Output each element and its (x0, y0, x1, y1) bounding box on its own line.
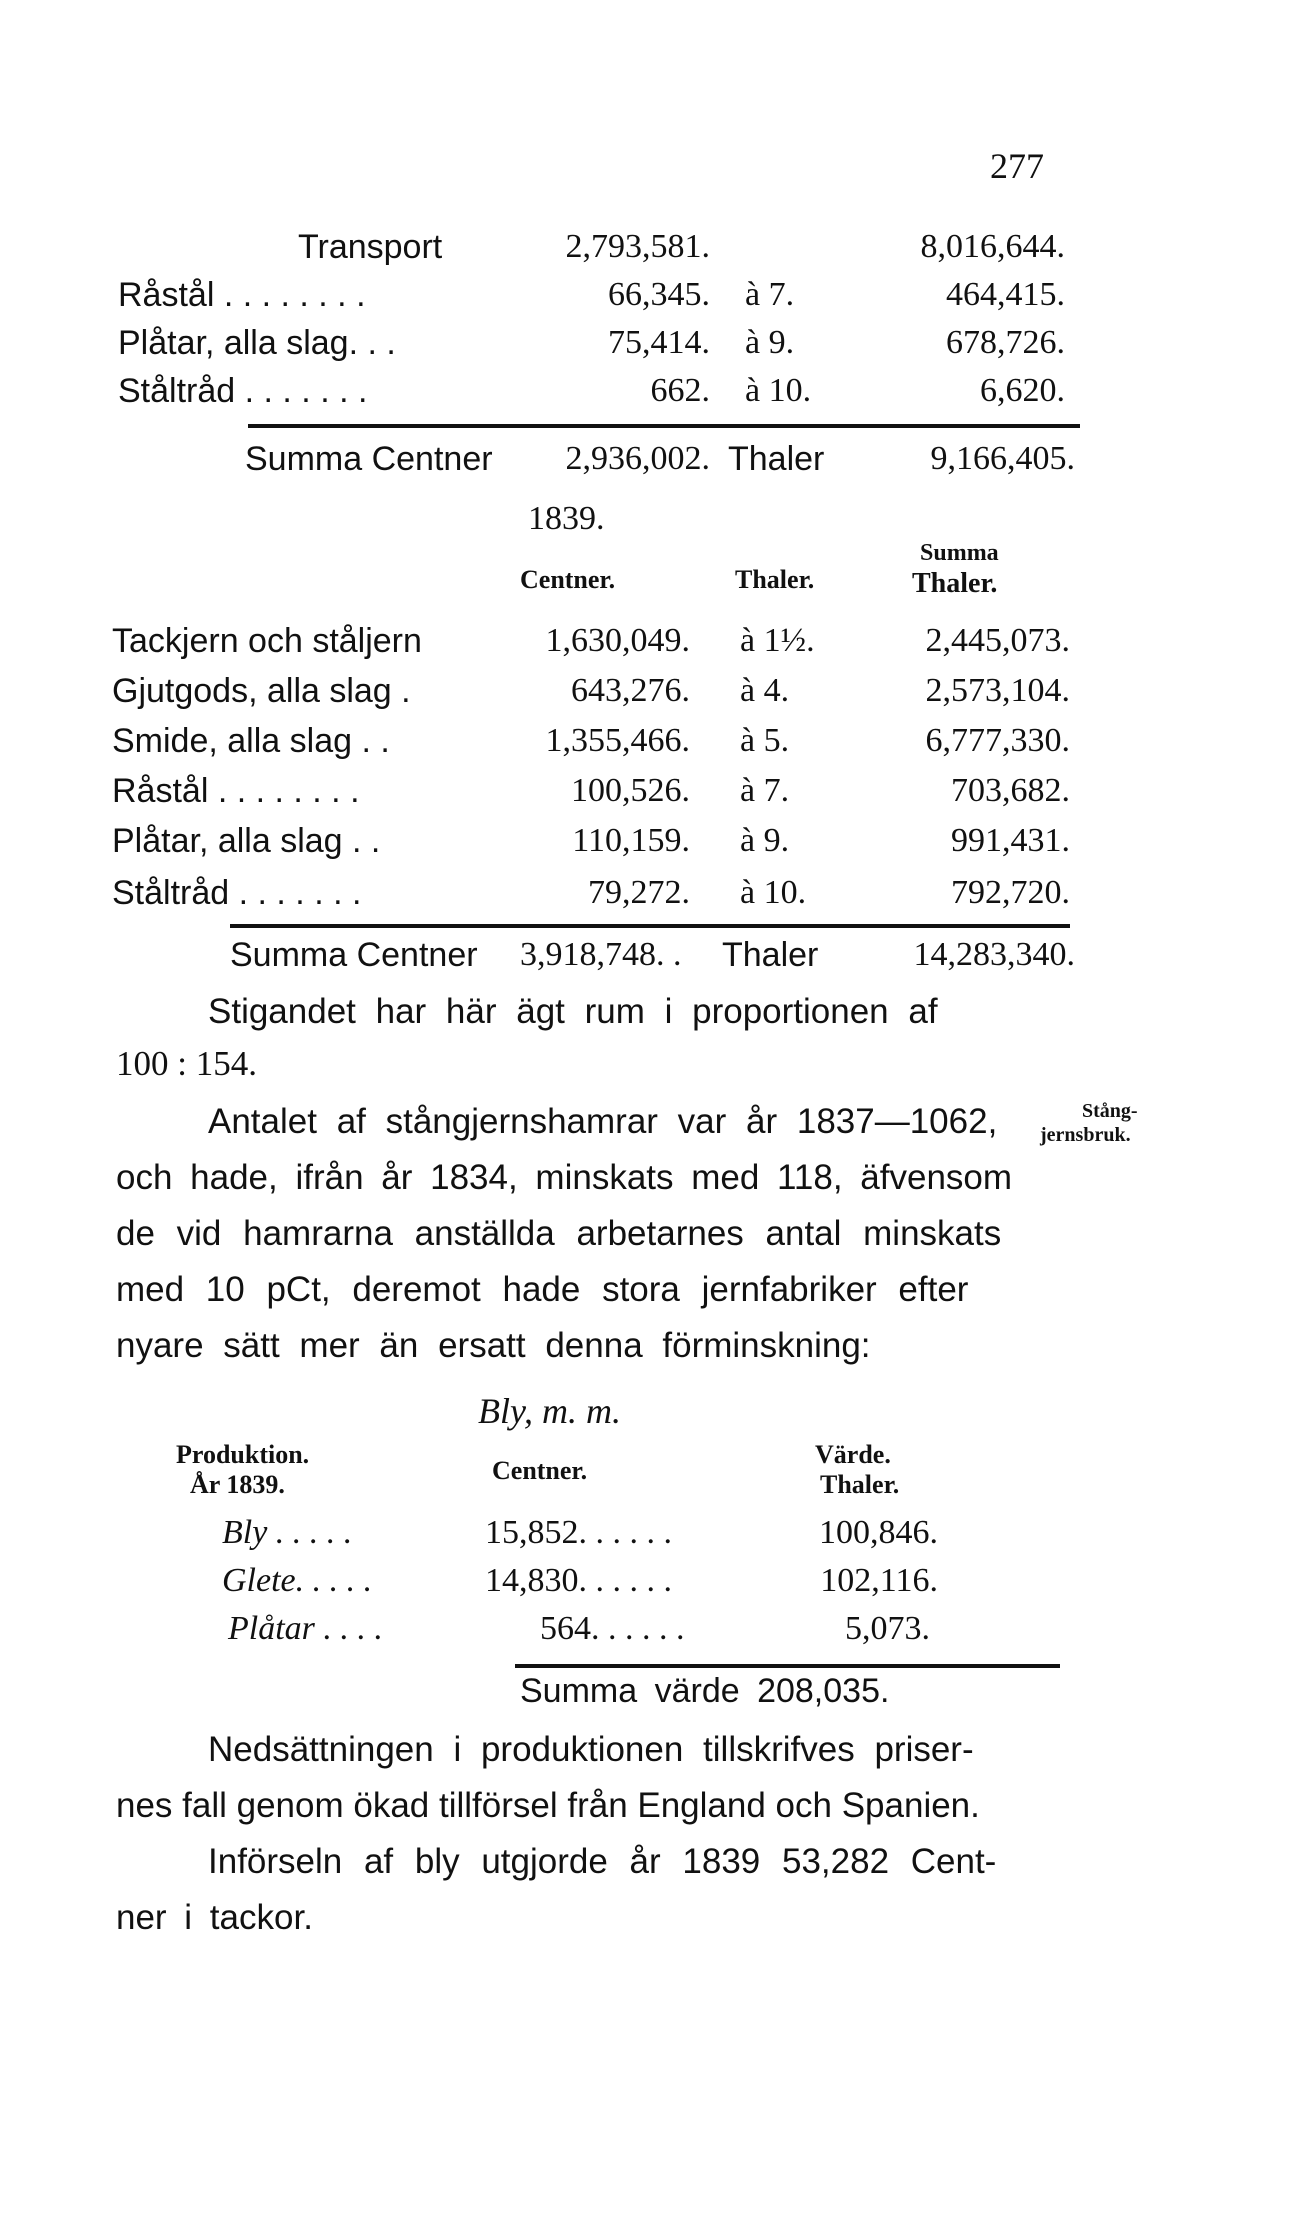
column-header-varde: Värde. (815, 1440, 891, 1469)
sum-thaler: 14,283,340. (913, 936, 1075, 973)
paragraph-line: Antalet af stångjernshamrar var år 1837—1062, (208, 1102, 998, 1141)
sum-label: Summa Centner (245, 440, 493, 478)
table-cell-rate: à 10. (745, 372, 812, 409)
margin-note: jernsbruk. (1040, 1124, 1131, 1146)
paragraph-line: ner i tackor. (116, 1898, 313, 1937)
table-cell-rate: à 9. (740, 822, 790, 859)
table-row-label: Transport (298, 228, 443, 266)
table-cell-rate: à 7. (740, 772, 790, 809)
column-header-thaler: Thaler. (735, 565, 815, 594)
table-cell-centner: 2,793,581. (565, 228, 710, 265)
sum-thaler-label: Thaler (728, 440, 825, 478)
column-header-varde-thaler: Thaler. (820, 1470, 900, 1499)
section-heading: Bly, m. m. (478, 1391, 621, 1431)
sum-rule (230, 924, 1070, 928)
table-cell-thaler: 2,573,104. (925, 672, 1070, 709)
table-cell-centner: 100,526. (571, 772, 690, 809)
column-header-production: Produktion. (176, 1440, 310, 1469)
sum-centner: 2,936,002. (565, 440, 710, 477)
table-cell-rate: à 4. (740, 672, 790, 709)
sum-thaler: 9,166,405. (930, 440, 1075, 477)
paragraph-line: 100 : 154. (116, 1044, 257, 1083)
table-cell-thaler: 6,777,330. (925, 722, 1070, 759)
paragraph-line: nes fall genom ökad tillförsel från England och Spanien. (116, 1786, 980, 1825)
paragraph-line: de vid hamrarna anställda arbetarnes antal minskats (116, 1214, 1002, 1253)
table-cell-centner: 15,852. . . . . . (485, 1514, 672, 1551)
table-cell-value: 102,116. (820, 1562, 938, 1599)
margin-note: Stång- (1082, 1100, 1138, 1122)
table-cell-thaler: 703,682. (951, 772, 1070, 809)
column-header-summa-thaler: Thaler. (912, 568, 998, 599)
table-row-label: Råstål . . . . . . . . (112, 772, 360, 810)
table-row-label: Glete. . . . . (222, 1562, 373, 1599)
table-cell-thaler: 991,431. (951, 822, 1070, 859)
table-row-label: Gjutgods, alla slag . (112, 672, 411, 710)
table-cell-rate: à 10. (740, 874, 807, 911)
table-cell-rate: à 9. (745, 324, 795, 361)
table-cell-centner: 79,272. (588, 874, 690, 911)
table-row-label: Bly . . . . . (222, 1514, 353, 1551)
table-cell-centner: 14,830. . . . . . (485, 1562, 672, 1599)
table-cell-centner: 643,276. (571, 672, 690, 709)
sum-centner: 3,918,748. . (520, 936, 682, 973)
table-cell-thaler: 464,415. (946, 276, 1065, 313)
paragraph-line: Införseln af bly utgjorde år 1839 53,282 Cent- (208, 1842, 997, 1881)
sum-thaler-label: Thaler (722, 936, 819, 974)
paragraph-line: nyare sätt mer än ersatt denna förminskning: (116, 1326, 871, 1365)
table-cell-thaler: 2,445,073. (925, 622, 1070, 659)
sum-value: Summa värde 208,035. (520, 1672, 890, 1710)
table-row-label: Plåtar, alla slag . . (112, 822, 381, 860)
table-cell-centner: 1,630,049. (545, 622, 690, 659)
table-cell-thaler: 8,016,644. (920, 228, 1065, 265)
paragraph-line: och hade, ifrån år 1834, minskats med 118, äfvensom (116, 1158, 1013, 1197)
column-header-centner: Centner. (492, 1456, 588, 1485)
column-header-year: År 1839. (190, 1470, 285, 1499)
table-cell-centner: 75,414. (608, 324, 710, 361)
table-cell-thaler: 678,726. (946, 324, 1065, 361)
table-cell-centner: 110,159. (572, 822, 690, 859)
table-cell-rate: à 1½. (740, 622, 815, 659)
table-row-label: Plåtar . . . . (228, 1610, 383, 1647)
year-heading: 1839. (528, 500, 605, 537)
table-cell-thaler: 792,720. (951, 874, 1070, 911)
table-cell-value: 100,846. (819, 1514, 938, 1551)
sum-rule (248, 424, 1080, 428)
table-row-label: Tackjern och ståljern (112, 622, 422, 660)
paragraph-line: Nedsättningen i produktionen tillskrifves priser- (208, 1730, 974, 1769)
table-cell-centner: 564. . . . . . (540, 1610, 685, 1647)
column-header-centner: Centner. (520, 565, 616, 594)
paragraph-line: Stigandet har här ägt rum i proportionen af (208, 992, 938, 1031)
column-header-summa: Summa (920, 540, 999, 566)
sum-rule (515, 1664, 1060, 1668)
paragraph-line: med 10 pCt, deremot hade stora jernfabriker efter (116, 1270, 969, 1309)
table-row-label: Råstål . . . . . . . . (118, 276, 366, 314)
table-row-label: Ståltråd . . . . . . . (118, 372, 368, 410)
table-cell-centner: 1,355,466. (545, 722, 690, 759)
sum-label: Summa Centner (230, 936, 478, 974)
table-cell-rate: à 5. (740, 722, 790, 759)
table-cell-centner: 662. (650, 372, 710, 409)
table-row-label: Ståltråd . . . . . . . (112, 874, 362, 912)
table-cell-thaler: 6,620. (980, 372, 1065, 409)
table-row-label: Plåtar, alla slag. . . (118, 324, 396, 362)
table-cell-centner: 66,345. (608, 276, 710, 313)
table-cell-rate: à 7. (745, 276, 795, 313)
table-row-label: Smide, alla slag . . (112, 722, 390, 760)
table-cell-value: 5,073. (845, 1610, 930, 1647)
page-number: 277 (990, 146, 1044, 186)
